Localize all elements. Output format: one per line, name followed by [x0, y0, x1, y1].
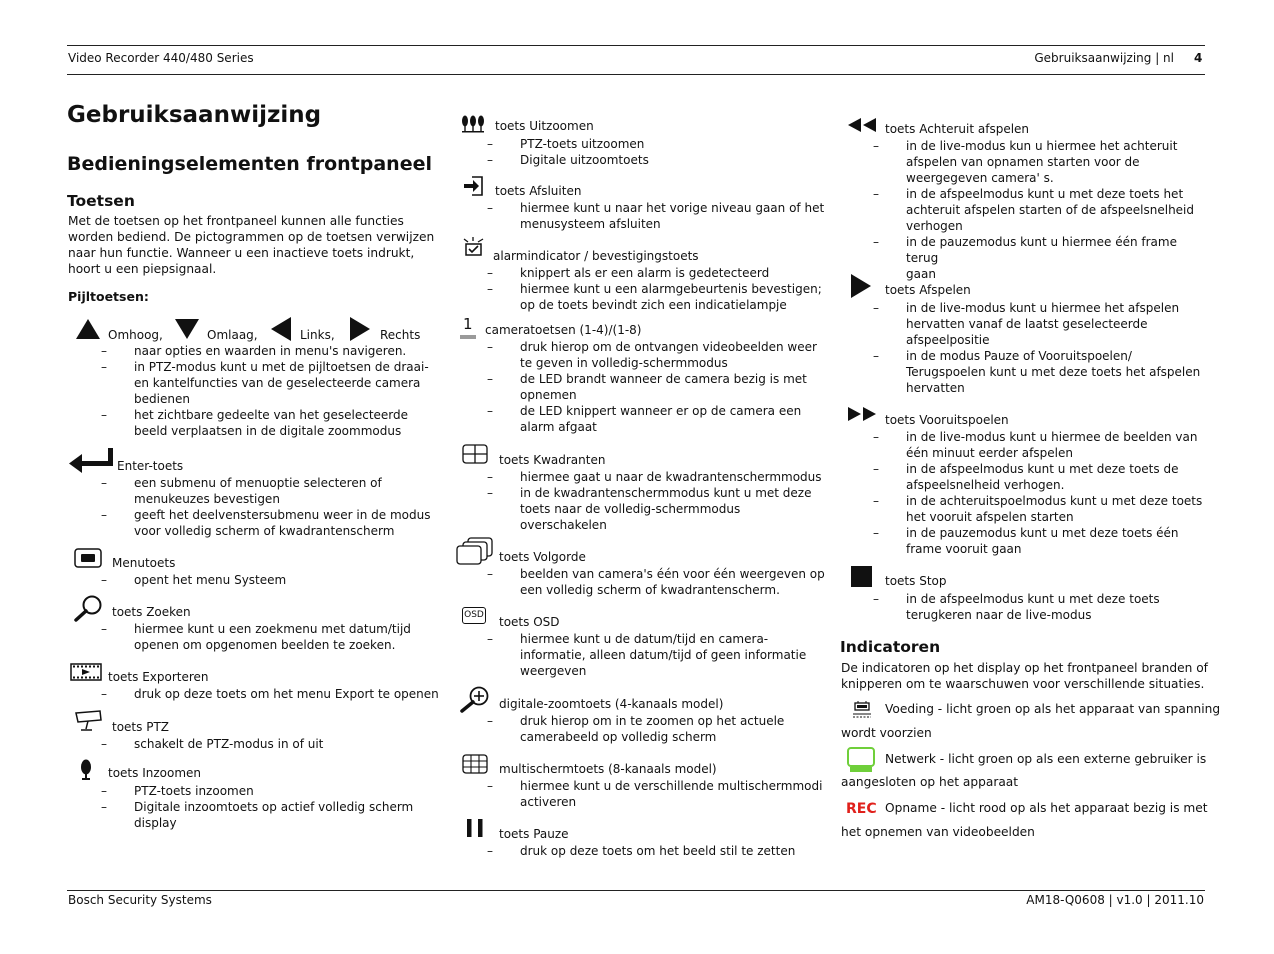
multiscreen-icon: [462, 754, 488, 774]
arrow-up-label: Omhoog,: [108, 328, 163, 342]
alarm-icon: [462, 236, 486, 258]
osd-icon: OSD: [462, 607, 486, 624]
footer-docref: AM18-Q0608 | v1.0 | 2011.10: [1026, 893, 1204, 907]
enter-label: Enter-toets: [117, 459, 184, 473]
play-icon: [850, 273, 872, 299]
header-title: Video Recorder 440/480 Series: [68, 51, 254, 65]
network-indicator-text-2: aangesloten op het apparaat: [841, 775, 1019, 789]
search-label: toets Zoeken: [112, 605, 191, 619]
arrow-left-icon: [270, 316, 292, 342]
ptz-camera-icon: [74, 709, 104, 733]
search-icon: [73, 594, 105, 622]
quad-view-icon: [462, 444, 488, 464]
menu-label: Menutoets: [112, 556, 176, 570]
zoom-out-trees-icon: [461, 115, 485, 133]
arrow-down-icon: [174, 318, 200, 340]
enter-icon: [68, 446, 114, 474]
camera-key-icon: 1: [460, 316, 478, 340]
header-bottom-rule: [67, 74, 1205, 75]
camera-keys-label: cameratoetsen (1-4)/(1-8): [485, 323, 642, 337]
section-heading: Bedieningselementen frontpaneel: [67, 153, 432, 175]
zoom-in-label: toets Inzoomen: [108, 766, 202, 780]
subsection-heading-toetsen: Toetsen: [67, 192, 135, 210]
indicators-heading: Indicatoren: [840, 638, 941, 656]
stop-icon: [851, 566, 872, 587]
header-top-rule: [67, 45, 1205, 46]
rewind-icon: [847, 117, 877, 133]
record-indicator-text-1: Opname - licht rood op als het apparaat bezig is met: [885, 801, 1208, 815]
zoom-in-tree-icon: [79, 759, 93, 781]
power-indicator-text-1: Voeding - licht groen op als het apparaat van spanning: [885, 702, 1221, 716]
power-indicator-icon: [852, 700, 872, 718]
osd-label: toets OSD: [499, 615, 560, 629]
rewind-label: toets Achteruit afspelen: [885, 122, 1030, 136]
arrow-right-icon: [349, 316, 371, 342]
record-indicator-text-2: het opnemen van videobeelden: [841, 825, 1035, 839]
stop-label: toets Stop: [885, 574, 947, 588]
header-section: Gebruiksaanwijzing | nl: [1034, 51, 1174, 65]
fast-forward-icon: [847, 406, 877, 422]
zoom-out-label: toets Uitzoomen: [495, 119, 594, 133]
digital-zoom-label: digitale-zoomtoets (4-kanaals model): [499, 697, 724, 711]
pause-label: toets Pauze: [499, 827, 569, 841]
page-title: Gebruiksaanwijzing: [67, 102, 322, 128]
play-label: toets Afspelen: [885, 283, 971, 297]
page-number: 4: [1194, 51, 1203, 65]
exit-label: toets Afsluiten: [495, 184, 582, 198]
arrow-up-icon: [75, 318, 101, 340]
export-label: toets Exporteren: [108, 670, 209, 684]
menu-icon: [74, 548, 102, 568]
multiscreen-label: multischermtoets (8-kanaals model): [499, 762, 717, 776]
footer-company: Bosch Security Systems: [68, 893, 212, 907]
arrow-down-label: Omlaag,: [207, 328, 258, 342]
arrow-left-label: Links,: [300, 328, 335, 342]
network-indicator-text-1: Netwerk - licht groen op als een externe gebruiker is: [885, 752, 1207, 766]
arrow-keys-heading: Pijltoetsen:: [68, 289, 149, 304]
network-indicator-icon: [847, 747, 875, 773]
ptz-label: toets PTZ: [112, 720, 169, 734]
quad-label: toets Kwadranten: [499, 453, 606, 467]
pause-icon: [466, 818, 484, 838]
alarm-label: alarmindicator / bevestigingstoets: [493, 249, 699, 263]
record-indicator-icon: REC: [846, 801, 877, 817]
digital-zoom-icon: [459, 685, 491, 713]
export-icon: [70, 663, 102, 681]
footer-rule: [67, 890, 1205, 891]
fast-forward-label: toets Vooruitspoelen: [885, 413, 1009, 427]
sequence-icon: [456, 537, 494, 567]
arrow-right-label: Rechts: [380, 328, 421, 342]
intro-paragraph: Met de toetsen op het frontpaneel kunnen alle functies worden bediend. De pictogrammen op de toetsen verwijzen naar hun functie. Wanneer u een inactieve toets indrukt, hoort u een piepsignaal.: [68, 214, 435, 276]
indicators-intro: De indicatoren op het display op het frontpaneel branden of knipperen om te waarschuwen voor verschillende situaties.: [841, 661, 1208, 691]
power-indicator-text-2: wordt voorzien: [841, 726, 932, 740]
sequence-label: toets Volgorde: [499, 550, 586, 564]
exit-icon: [462, 175, 484, 197]
